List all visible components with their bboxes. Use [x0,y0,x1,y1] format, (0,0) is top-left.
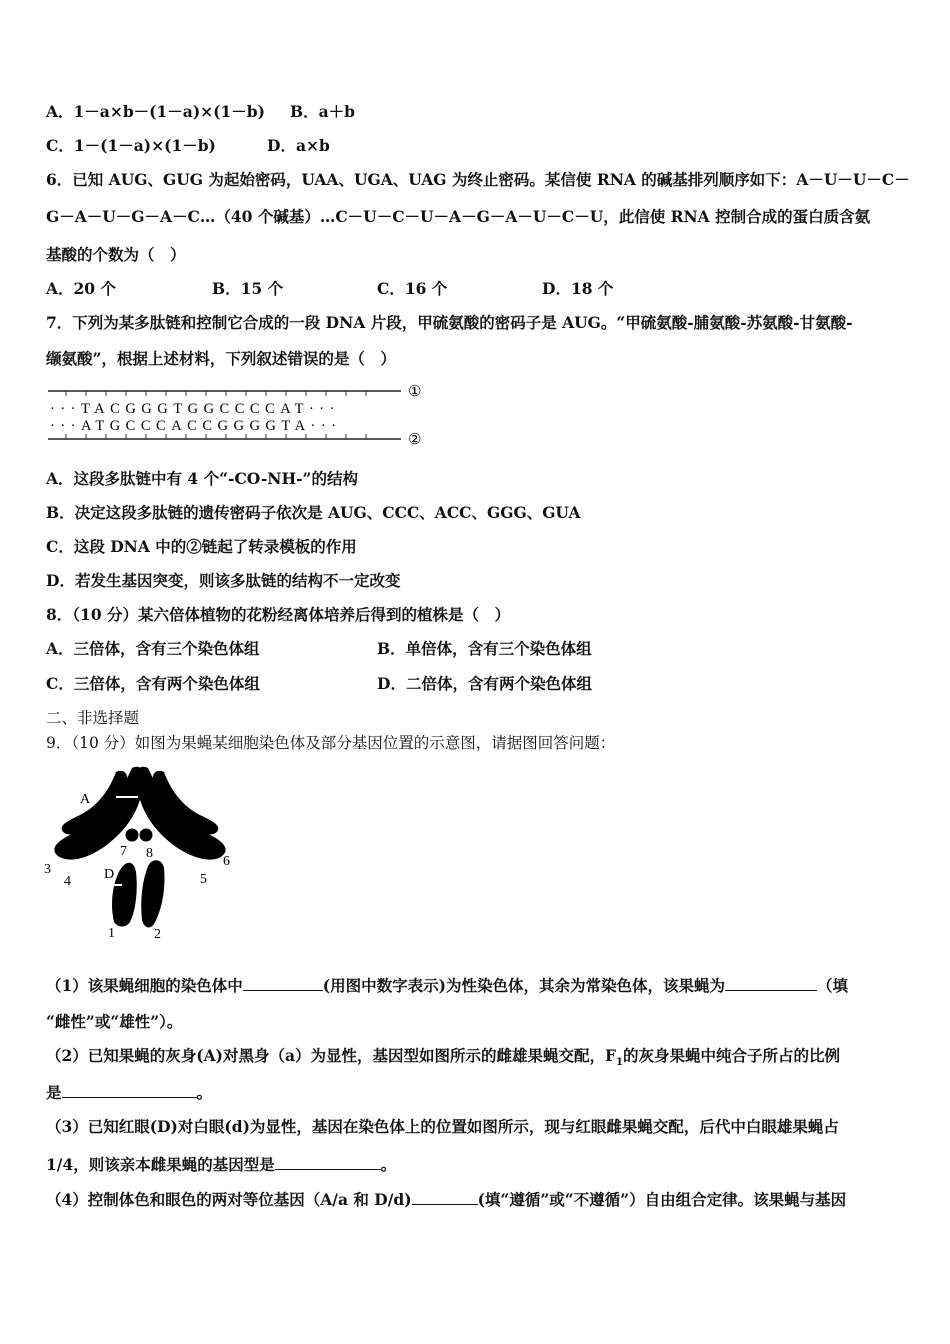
q9-part2-line2: 是 。 [46,1083,213,1102]
answer-blank-1[interactable] [243,975,323,991]
q6-option-d: D．18 个 [542,279,614,298]
answer-blank-5[interactable] [412,1189,478,1205]
label-7: 7 [120,844,127,859]
q7-option-a: A．这段多肽链中有 4 个“-CO-NH-”的结构 [46,469,358,488]
q8-option-c: C．三倍体，含有两个染色体组 [46,674,260,693]
q5-option-c: C．1－(1－a)×(1－b) [46,136,216,155]
label-4: 4 [64,874,71,889]
label-6: 6 [223,854,230,869]
q5-option-d: D．a×b [267,136,330,155]
section-heading: 二、非选择题 [46,709,140,727]
q6-option-a: A．20 个 [46,279,116,298]
label-5: 5 [200,872,207,887]
q8-stem: 8．（10 分）某六倍体植物的花粉经离体培养后得到的植株是（ ） [46,605,511,624]
answer-blank-2[interactable] [725,975,817,991]
label-D: D [104,867,115,882]
dna-strand-1: ···TACGGGTGGCCCCAT··· [50,401,340,417]
q9-part2-line1: （2）已知果蝇的灰身(A)对黑身（a）为显性，基因型如图所示的雌雄果蝇交配，$F_1$的灰身果蝇中纯合子所占的比例 [46,1046,841,1069]
label-3: 3 [44,862,51,877]
q5-option-b: B．a＋b [290,102,355,121]
q5-option-a: A．1－a×b－(1－a)×(1－b) [46,102,265,121]
q9-part4-line1: （4）控制体色和眼色的两对等位基因（A/a 和 D/d) (填“遵循”或“不遵循”）自由组合定律。该果蝇与基因 [46,1190,847,1209]
q6-option-b: B．15 个 [212,279,284,298]
label-1: 1 [108,926,115,941]
strand-label-2: ② [408,432,422,448]
dna-strand-2: ···ATGCCCACCGGGGTA··· [50,418,342,434]
q8-option-a: A．三倍体，含有三个染色体组 [46,639,260,658]
q6-stem-line3: 基酸的个数为（ ） [46,245,186,264]
q7-stem-line2: 缬氨酸”，根据上述材料，下列叙述错误的是（ ） [46,349,396,368]
q7-option-c: C．这段 DNA 中的②链起了转录模板的作用 [46,537,357,556]
q9-part3-line1: （3）已知红眼(D)对白眼(d)为显性，基因在染色体上的位置如图所示，现与红眼雌果蝇交配，后代中白眼雄果蝇占 [46,1117,839,1136]
answer-blank-4[interactable] [275,1154,381,1170]
q9-part1-line2: “雌性”或“雄性”）。 [46,1012,183,1031]
strand-label-1: ① [408,384,422,400]
q7-stem-line1: 7．下列为某多肽链和控制它合成的一段 DNA 片段，甲硫氨酸的密码子是 AUG。“甲硫氨酸-脯氨酸-苏氨酸-甘氨酸- [46,313,853,332]
q9-part3-line2: 1/4，则该亲本雌果蝇的基因型是 。 [46,1155,397,1174]
dna-figure [46,380,436,450]
label-8: 8 [146,846,153,861]
q6-option-c: C．16 个 [377,279,448,298]
label-2: 2 [154,927,161,942]
q9-stem: 9．（10 分）如图为果蝇某细胞染色体及部分基因位置的示意图，请据图回答问题： [46,734,616,752]
q7-option-b: B．决定这段多肽链的遗传密码子依次是 AUG、CCC、ACC、GGG、GUA [46,503,581,522]
q6-stem-line1: 6．已知 AUG、GUG 为起始密码，UAA、UGA、UAG 为终止密码。某信使 RNA 的碱基排列顺序如下：A－U－U－C－ [46,170,910,189]
label-a: a [130,794,137,809]
q6-stem-line2: G－A－U－G－A－C…（40 个碱基）…C－U－C－U－A－G－A－U－C－U，此信使 RNA 控制合成的蛋白质含氨 [46,207,871,226]
chromosome-figure [40,760,240,945]
q8-option-d: D．二倍体，含有两个染色体组 [377,674,592,693]
label-A: A [80,792,91,807]
answer-blank-3[interactable] [62,1082,197,1098]
q8-option-b: B．单倍体，含有三个染色体组 [377,639,592,658]
q7-option-d: D．若发生基因突变，则该多肽链的结构不一定改变 [46,571,401,590]
q9-part1-line1: （1）该果蝇细胞的染色体中 (用图中数字表示)为性染色体，其余为常染色体，该果蝇为 （填 [46,976,848,995]
